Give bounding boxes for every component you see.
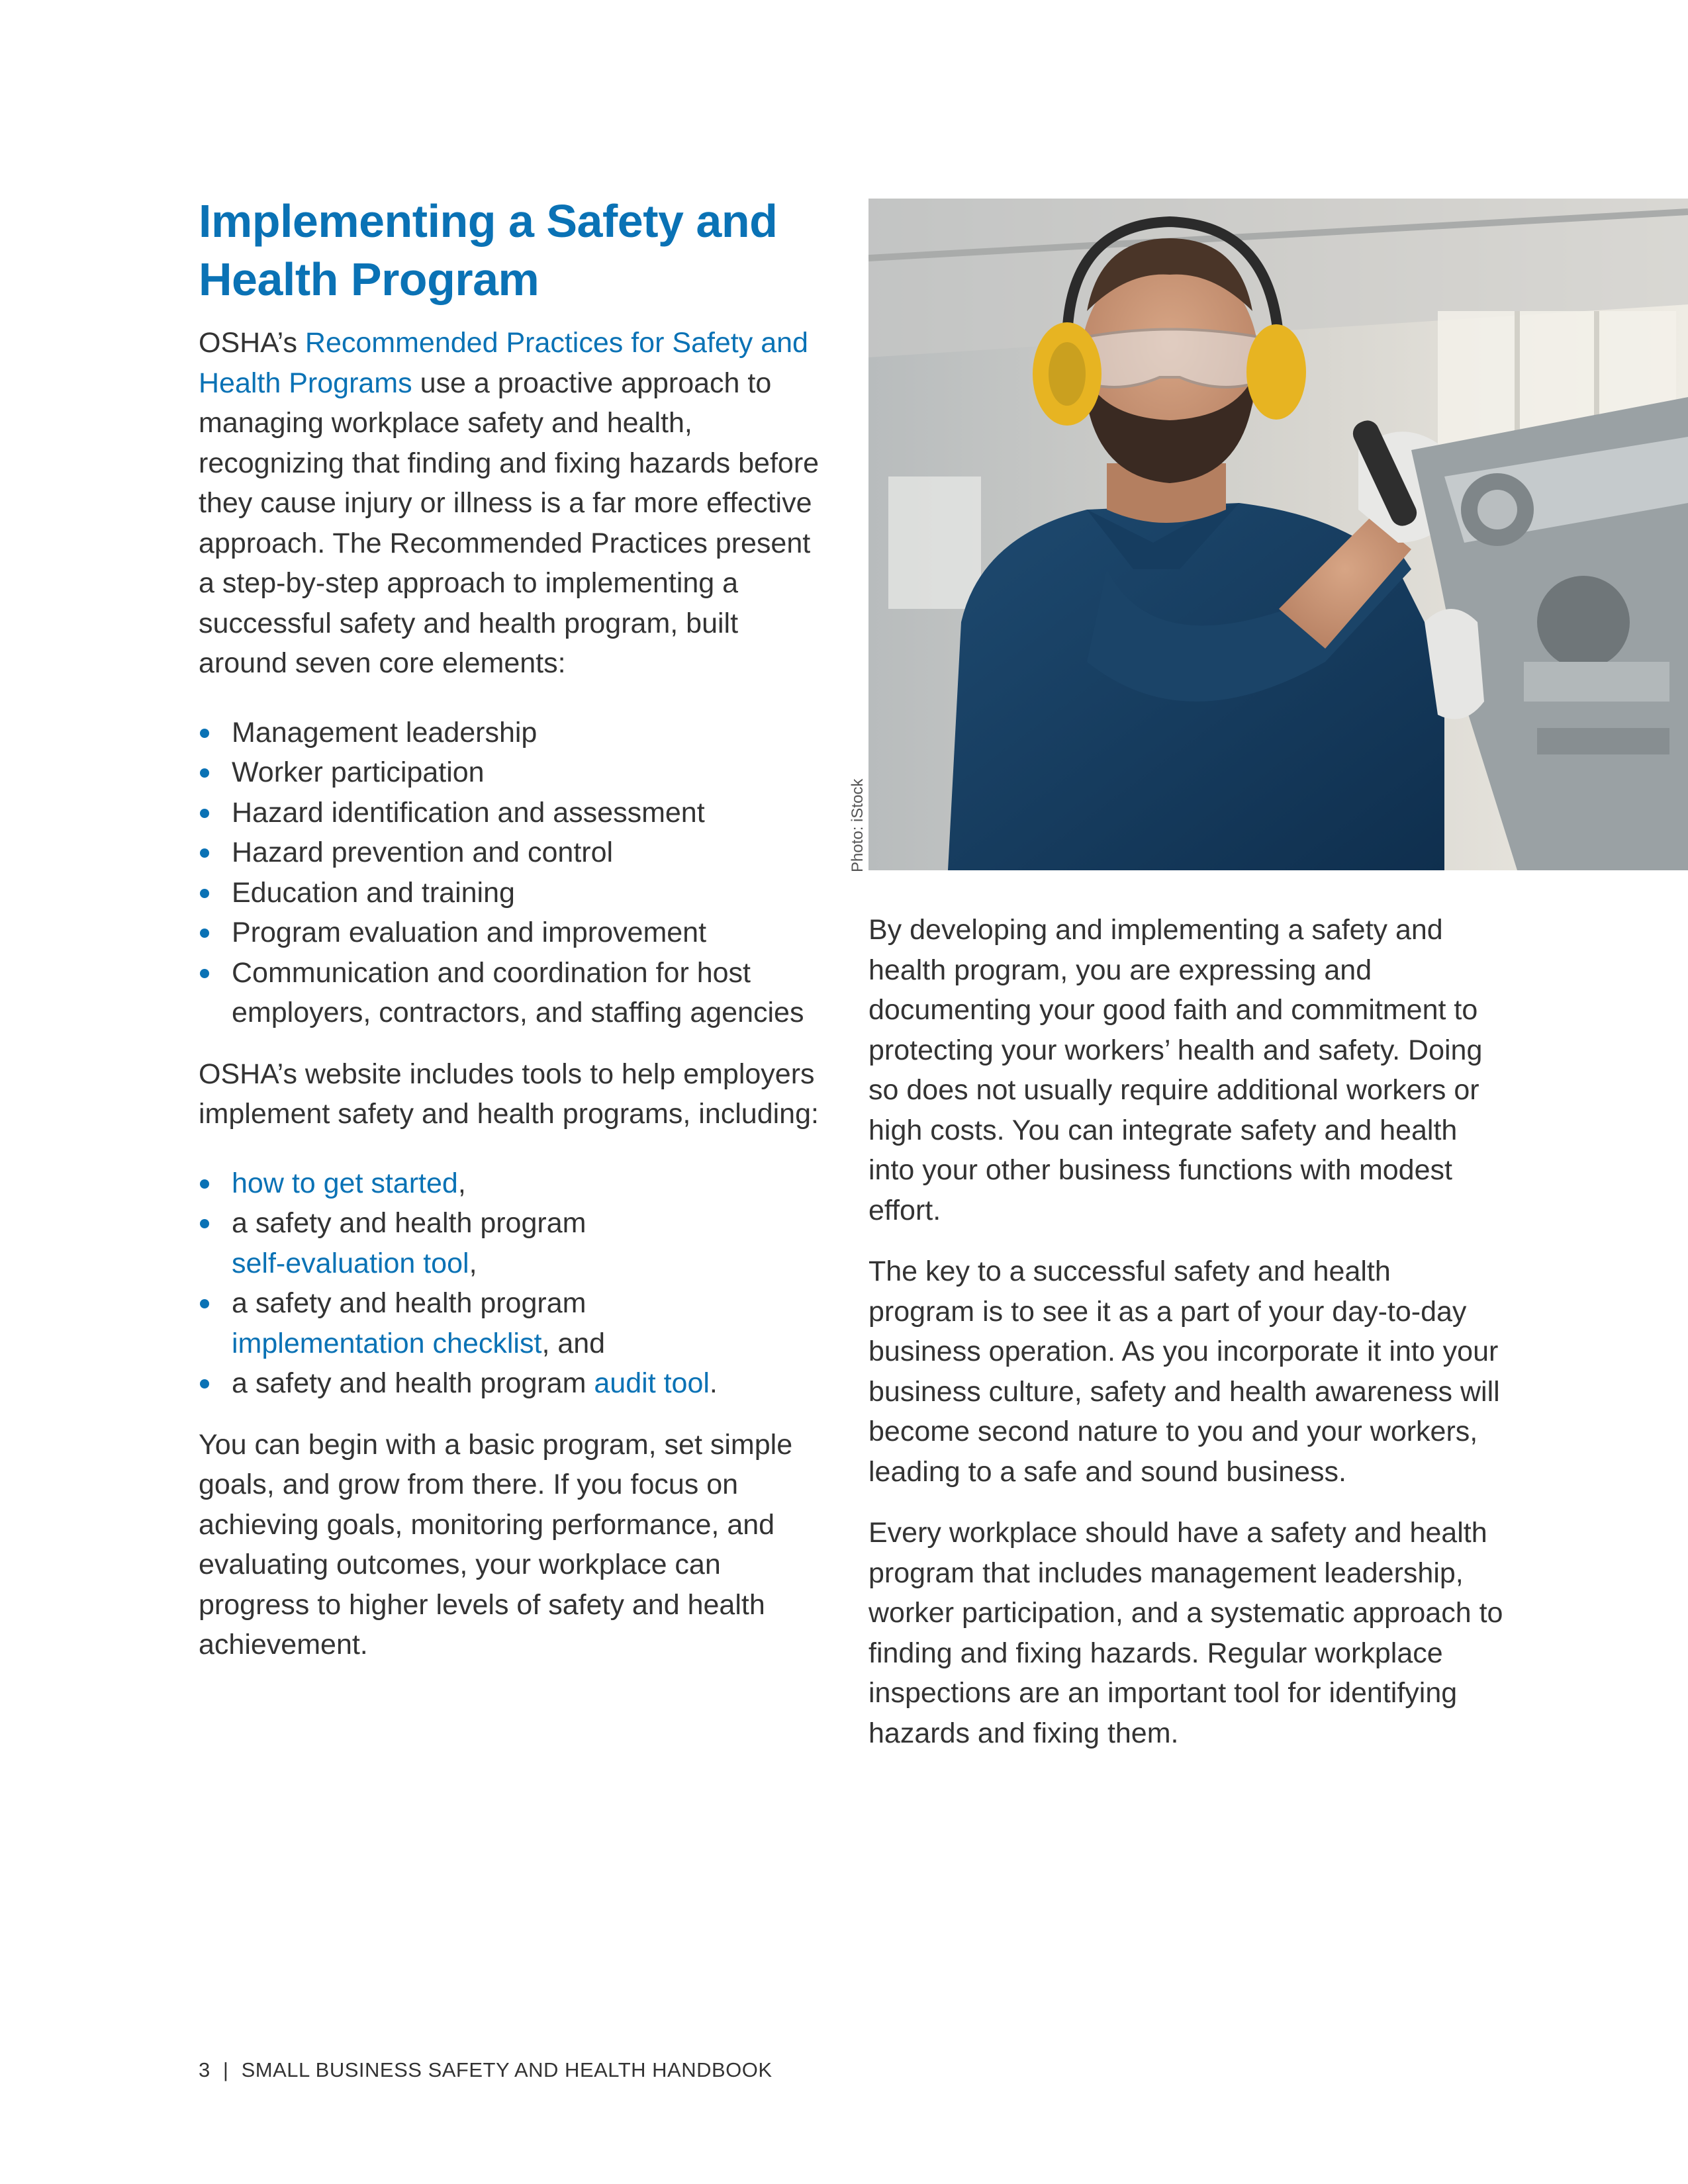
- bullet-icon: [200, 929, 209, 938]
- audit-tool-link[interactable]: audit tool: [594, 1367, 710, 1399]
- bullet-icon: [200, 969, 209, 978]
- tools-list: [199, 1163, 821, 1404]
- intro-prefix: OSHA’s: [199, 327, 305, 359]
- intro-paragraph: [199, 323, 821, 684]
- list-item: a safety and health program implementation checklist, and: [199, 1283, 821, 1363]
- left-column: [199, 192, 821, 1665]
- list-item: [199, 713, 821, 753]
- self-evaluation-tool-link[interactable]: self-evaluation tool: [232, 1247, 469, 1279]
- list-item-text: Hazard identification and assessment: [232, 796, 705, 829]
- intro-text: use a proactive approach to managing workplace safety and health, recognizing that finding and fixing hazards before they cause injury or illness is a far more effective approach. The Recommended Practices present a step-by-step approach to implementing a successful safety and health program, built around seven core elements:: [199, 367, 820, 679]
- right-column: [868, 910, 1504, 1753]
- list-item-text: Communication and coordination for host employers, contractors, and staffing agencies: [232, 956, 804, 1028]
- list-item: [199, 953, 821, 1033]
- worker-with-ear-protection-illustration: [868, 199, 1688, 870]
- list-item: [199, 752, 821, 793]
- bullet-icon: [200, 889, 209, 898]
- bullet-icon: [200, 1379, 209, 1388]
- list-item-text: Program evaluation and improvement: [232, 917, 707, 948]
- bullet-icon: [200, 1179, 209, 1189]
- right-paragraph-1: By developing and implementing a safety and health program, you are expressing and documenting your good faith and commitment to protecting your workers’ health and safety. Doing so does not usually require additional workers or high costs. You can integrate safety and health into your other business functions with modest effort.: [868, 914, 1483, 1226]
- list-item: [199, 833, 821, 873]
- bullet-icon: [200, 1299, 209, 1308]
- title-line-1: Implementing a Safety and: [199, 195, 778, 247]
- bullet-icon: [200, 1219, 209, 1228]
- begin-paragraph: You can begin with a basic program, set simple goals, and grow from there. If you focus on achieving goals, monitoring performance, and evaluating outcomes, your workplace can progress to higher levels of safety and health achievement.: [199, 1428, 793, 1661]
- bullet-icon: [200, 848, 209, 858]
- list-item: [199, 873, 821, 913]
- bullet-icon: [200, 809, 209, 818]
- list-item-text: Worker participation: [232, 756, 485, 788]
- recommended-practices-link[interactable]: Recommended Practices for Safety and Health Programs: [199, 327, 808, 399]
- right-paragraph-3: Every workplace should have a safety and health program that includes management leadership, worker participation, and a systematic approach to finding and fixing hazards. Regular workplace inspections are an important tool for identifying hazards and fixing them.: [868, 1517, 1503, 1749]
- footer-separator: |: [222, 2058, 229, 2081]
- list-item: a safety and health program self-evaluation tool,: [199, 1203, 821, 1283]
- implementation-checklist-link[interactable]: implementation checklist: [232, 1327, 542, 1359]
- core-elements-list: [199, 713, 821, 1033]
- page-number: 3: [199, 2058, 211, 2081]
- footer-title: SMALL BUSINESS SAFETY AND HEALTH HANDBOOK: [241, 2058, 773, 2081]
- list-item: [199, 913, 821, 953]
- list-item-text: Education and training: [232, 876, 515, 909]
- photo-credit: Photo: iStock: [849, 778, 867, 872]
- title-line-2: Health Program: [199, 253, 539, 305]
- right-paragraph-2: The key to a successful safety and health program is to see it as a part of your day-to-day business operation. As you incorporate it into your business culture, safety and health awareness will become second nature to you and your workers, leading to a safe and sound business.: [868, 1255, 1500, 1488]
- page-footer: [199, 2058, 773, 2082]
- list-item: [199, 793, 821, 833]
- list-item-text: Management leadership: [232, 716, 538, 749]
- bullet-icon: [200, 768, 209, 778]
- page-title: [199, 192, 821, 308]
- list-item-text: Hazard prevention and control: [232, 837, 614, 868]
- list-item: a safety and health program audit tool.: [199, 1363, 821, 1404]
- how-to-get-started-link[interactable]: how to get started: [232, 1167, 458, 1199]
- tools-intro-paragraph: OSHA’s website includes tools to help employers implement safety and health programs, including:: [199, 1058, 819, 1130]
- worker-photo: [868, 199, 1688, 870]
- list-item: how to get started,: [199, 1163, 821, 1204]
- bullet-icon: [200, 729, 209, 738]
